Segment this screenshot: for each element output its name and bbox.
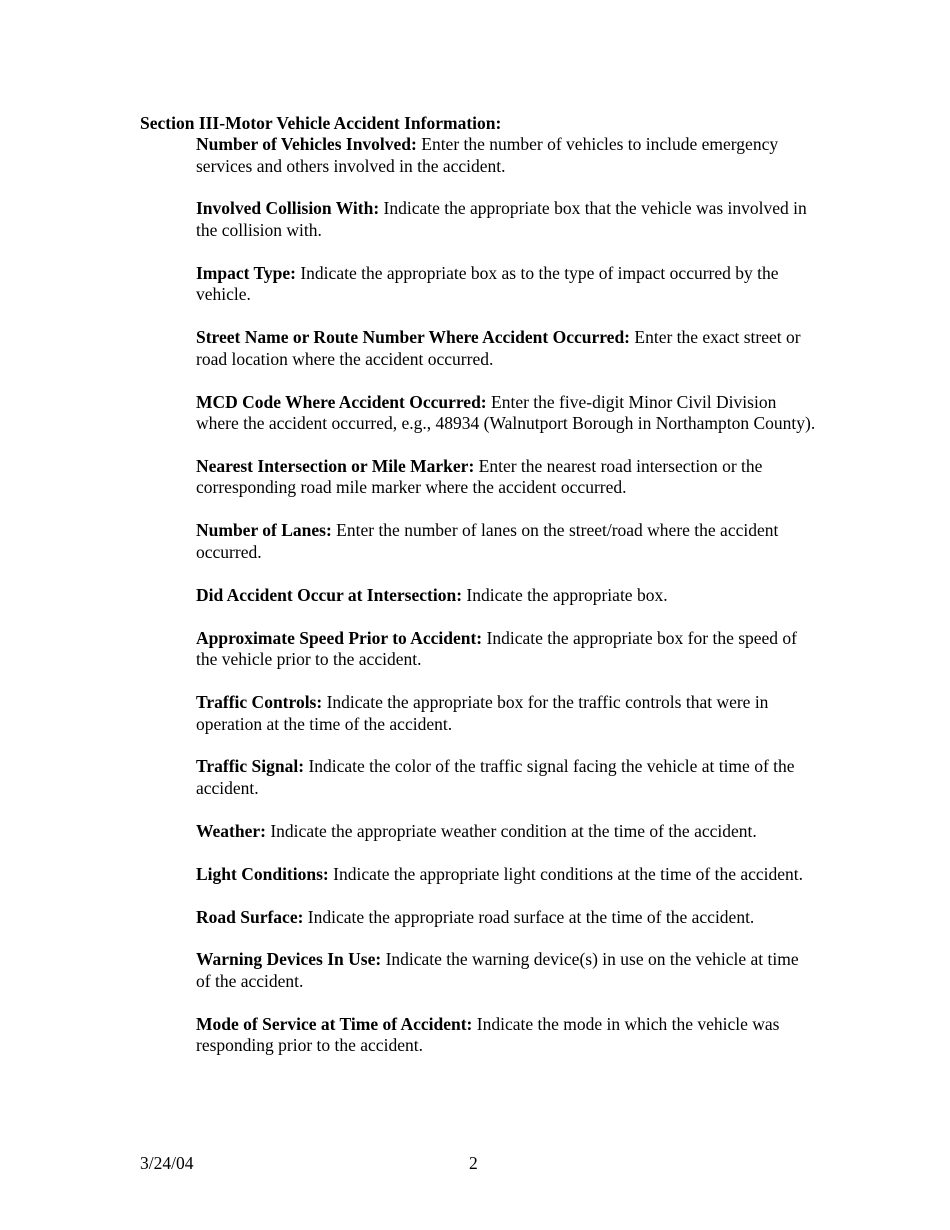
entry-mcd-code [196,392,816,435]
entry-traffic-controls [196,692,816,735]
entry-description: Enter the nearest road intersection or the corresponding road mile marker where the accident occurred. [196,455,763,498]
entry-term: Warning Devices In Use: [196,949,382,970]
entry-term: Road Surface: [196,906,304,927]
entry-term: Did Accident Occur at Intersection: [196,584,463,605]
entry-description: Indicate the appropriate box as to the type of impact occurred by the vehicle. [196,262,779,305]
entry-description: Indicate the appropriate weather condition at the time of the accident. [270,820,757,841]
entry-approximate-speed [196,628,816,671]
entry-warning-devices [196,949,816,992]
entry-description: Enter the five-digit Minor Civil Division where the accident occurred, e.g., 48934 (Walnutport Borough in Northampton County). [196,391,816,434]
entry-description: Indicate the mode in which the vehicle was responding prior to the accident. [196,1013,780,1056]
entry-term: Nearest Intersection or Mile Marker: [196,455,475,476]
entry-description: Indicate the appropriate road surface at the time of the accident. [307,906,755,927]
entry-description: Enter the number of lanes on the street/road where the accident occurred. [196,520,779,562]
entry-weather [196,821,816,843]
entry-impact-type [196,263,816,306]
entry-street-name [196,327,816,370]
entry-description: Indicate the appropriate box for the speed of the vehicle prior to the accident. [196,627,798,670]
entry-term: Street Name or Route Number Where Accident Occurred: [196,327,631,348]
entry-term: MCD Code Where Accident Occurred: [196,391,487,412]
entry-term: Approximate Speed Prior to Accident: [196,627,483,648]
entry-description: Indicate the appropriate box. [466,584,668,605]
footer-date: 3/24/04 [140,1153,194,1173]
page-number: 2 [469,1153,478,1173]
entry-description: Indicate the warning device(s) in use on the vehicle at time of the accident. [196,949,799,991]
entry-term: Involved Collision With: [196,198,380,219]
entry-mode-of-service [196,1014,816,1057]
entry-term: Number of Vehicles Involved: [196,134,417,154]
entry-involved-collision [196,198,816,241]
entry-term: Traffic Controls: [196,692,323,713]
entry-road-surface [196,907,816,929]
entry-description: Enter the number of vehicles to include emergency services and others involved in the accident. [196,134,779,176]
entry-light-conditions [196,864,816,886]
entry-description: Indicate the appropriate box that the vehicle was involved in the collision with. [196,198,807,240]
entry-term: Traffic Signal: [196,756,305,777]
entry-description: Indicate the appropriate light conditions at the time of the accident. [333,863,804,884]
entry-description: Indicate the color of the traffic signal facing the vehicle at time of the accident. [196,756,795,798]
entry-term: Light Conditions: [196,863,329,884]
entry-list [196,134,816,1078]
entry-term: Weather: [196,820,266,841]
entry-term: Mode of Service at Time of Accident: [196,1013,473,1034]
entry-intersection [196,585,816,607]
entry-term: Impact Type: [196,262,296,283]
entry-description: Enter the exact street or road location where the accident occurred. [196,327,801,369]
section-title: Section III-Motor Vehicle Accident Information: [140,113,502,133]
entry-term: Number of Lanes: [196,520,332,541]
entry-nearest-intersection [196,456,816,499]
entry-number-of-vehicles [196,134,816,177]
entry-description: Indicate the appropriate box for the traffic controls that were in operation at the time of the accident. [196,692,769,734]
entry-traffic-signal [196,756,816,799]
entry-number-of-lanes [196,520,816,563]
